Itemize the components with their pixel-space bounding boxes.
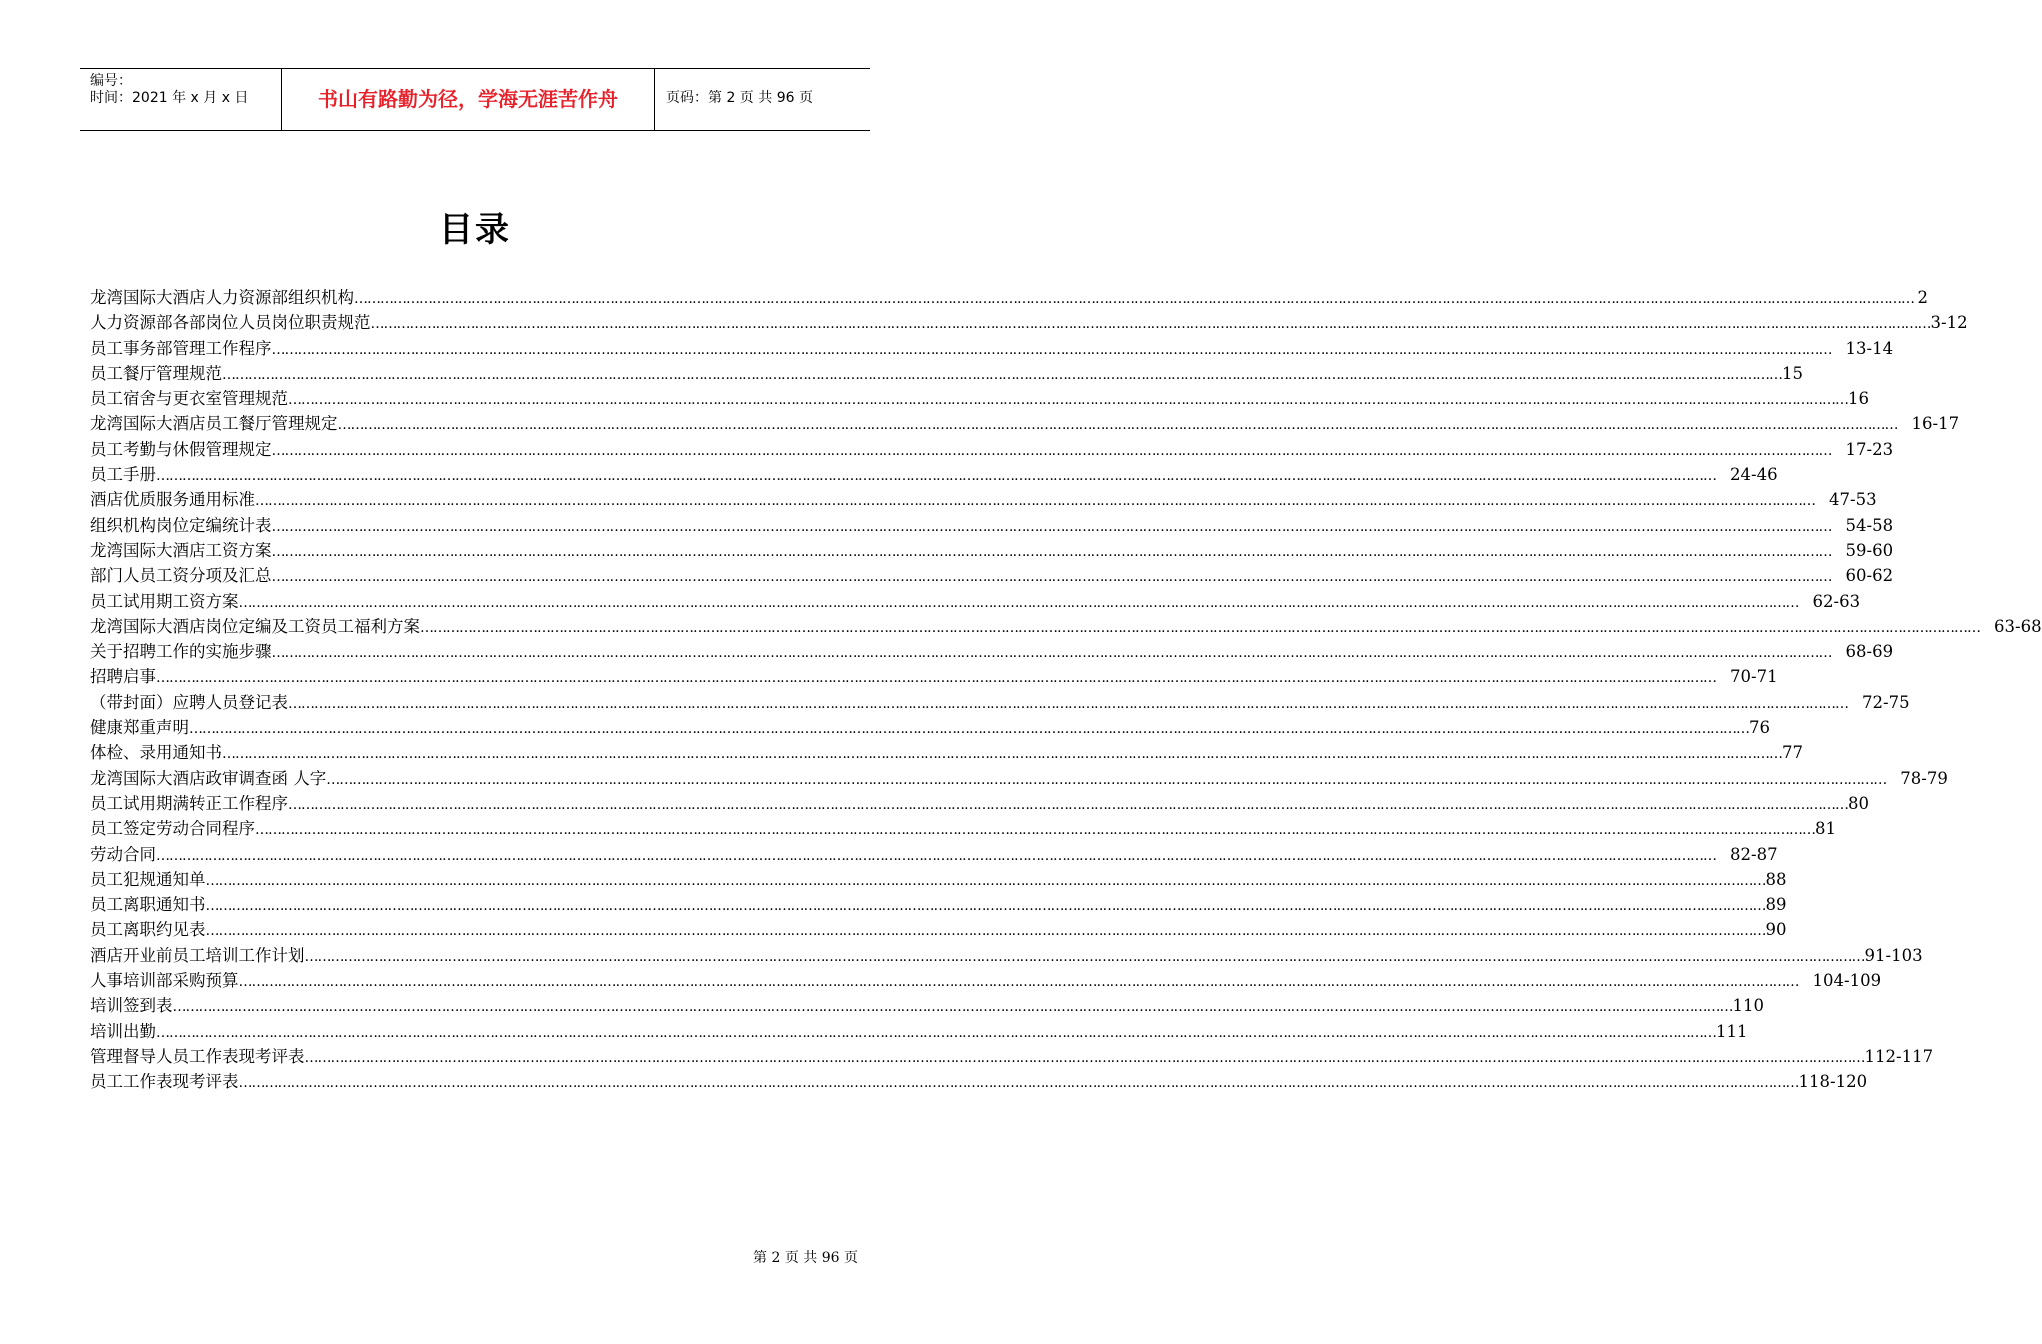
toc-entry-page: 110: [1732, 996, 1764, 1016]
toc-entry[interactable]: [90, 589, 1861, 614]
toc-entry-page: 90: [1765, 920, 1787, 940]
toc-entry[interactable]: [90, 690, 1910, 715]
header-page-number: 页码：第 2 页 共 96 页: [666, 90, 813, 106]
toc-leader-dots: ………………………………………………………………………………………………………………………………………………………………………………………………………………………………………………………………………………………………………………………………: [370, 316, 1931, 333]
toc-entry-title: 培训签到表: [90, 996, 173, 1016]
toc-entry[interactable]: [90, 968, 1882, 993]
toc-leader-dots: ………………………………………………………………………………………………………………………………………………………………………………………………………………………………………………………………………………………………………………………………: [288, 392, 1848, 409]
toc-leader-dots: ………………………………………………………………………………………………………………………………………………………………………………………………………………………………………………………………………………………………………………………………: [189, 721, 1749, 738]
toc-entry[interactable]: [90, 462, 1778, 487]
toc-leader-dots: ………………………………………………………………………………………………………………………………………………………………………………………………………………………………………………………………………………………………………………………………: [222, 746, 1782, 763]
toc-leader-dots: ………………………………………………………………………………………………………………………………………………………………………………………………………………………………………………………………………………………………………………………………: [156, 670, 1716, 687]
toc-entry-title: （带封面）应聘人员登记表: [90, 692, 288, 712]
toc-entry[interactable]: [90, 1044, 1934, 1069]
toc-leader-dots: ………………………………………………………………………………………………………………………………………………………………………………………………………………………………………………………………………………………………………………………………: [238, 974, 1799, 991]
toc-entry-page: 78-79: [1900, 768, 1948, 788]
toc-entry-title: 劳动合同: [90, 844, 156, 864]
toc-leader-dots: ………………………………………………………………………………………………………………………………………………………………………………………………………………………………………………………………………………………………………………………………: [205, 898, 1766, 915]
page-header: [80, 68, 870, 131]
toc-leader-dots: ………………………………………………………………………………………………………………………………………………………………………………………………………………………………………………………………………………………………………………………………: [238, 1075, 1799, 1092]
toc-entry-page: 13-14: [1845, 338, 1894, 358]
toc-entry[interactable]: [90, 614, 2042, 639]
toc-entry-page: 16: [1848, 389, 1869, 409]
toc-entry[interactable]: [90, 487, 1877, 512]
toc-entry[interactable]: [90, 563, 1894, 588]
toc-entry-page: 76: [1749, 718, 1770, 738]
toc-entry-page: 72-75: [1862, 692, 1910, 712]
document-time-label: 时间：2021 年 x 月 x 日: [90, 90, 249, 106]
toc-leader-dots: ………………………………………………………………………………………………………………………………………………………………………………………………………………………………………………………………………………………………………………………………: [172, 999, 1733, 1016]
toc-entry-title: 龙湾国际大酒店岗位定编及工资员工福利方案: [90, 616, 420, 636]
toc-leader-dots: ………………………………………………………………………………………………………………………………………………………………………………………………………………………………………………………………………………………………………………………………: [271, 341, 1832, 358]
toc-entry-title: 酒店开业前员工培训工作计划: [90, 945, 305, 965]
toc-entry[interactable]: [90, 361, 1803, 386]
toc-entry-title: 培训出勤: [90, 1021, 156, 1041]
toc-entry[interactable]: [90, 993, 1764, 1018]
toc-entry-page: 17-23: [1845, 439, 1894, 459]
footer-page-number: 第 2 页 共 96 页: [753, 1250, 858, 1266]
toc-entry[interactable]: [90, 1019, 1748, 1044]
toc-entry[interactable]: [90, 917, 1787, 942]
toc-entry[interactable]: [90, 766, 1948, 791]
toc-entry-page: 60-62: [1845, 566, 1894, 586]
toc-entry-title: 员工犯规通知单: [90, 869, 206, 889]
document-number-label: 编号：: [90, 73, 132, 89]
toc-entry-title: 招聘启事: [90, 667, 156, 687]
table-of-contents: [90, 285, 2042, 1095]
toc-leader-dots: ………………………………………………………………………………………………………………………………………………………………………………………………………………………………………………………………………………………………………………………………: [205, 872, 1766, 889]
toc-entry-page: 47-53: [1829, 490, 1877, 510]
toc-entry[interactable]: [90, 437, 1894, 462]
toc-entry-title: 员工事务部管理工作程序: [90, 338, 272, 358]
toc-leader-dots: ………………………………………………………………………………………………………………………………………………………………………………………………………………………………………………………………………………………………………………………………: [156, 1024, 1716, 1041]
toc-entry-page: 59-60: [1845, 540, 1894, 560]
toc-entry-title: 关于招聘工作的实施步骤: [90, 642, 272, 662]
toc-leader-dots: ………………………………………………………………………………………………………………………………………………………………………………………………………………………………………………………………………………………………………………………………: [271, 569, 1832, 586]
toc-entry[interactable]: [90, 842, 1778, 867]
toc-entry-page: 70-71: [1730, 667, 1778, 687]
toc-entry-page: 68-69: [1845, 642, 1894, 662]
toc-leader-dots: ………………………………………………………………………………………………………………………………………………………………………………………………………………………………………………………………………………………………………………………………: [288, 695, 1848, 712]
toc-entry-page: 2: [1917, 288, 1928, 307]
toc-leader-dots: ………………………………………………………………………………………………………………………………………………………………………………………………………………………………………………………………………………………………………………………………: [271, 645, 1832, 662]
toc-leader-dots: ………………………………………………………………………………………………………………………………………………………………………………………………………………………………………………………………………………………………………………………………: [304, 948, 1865, 965]
toc-entry-title: 龙湾国际大酒店政审调查函 人字: [90, 768, 327, 788]
toc-entry-page: 63-68: [1994, 616, 2042, 636]
toc-leader-dots: ………………………………………………………………………………………………………………………………………………………………………………………………………………………………………………………………………………………………………………………………: [337, 417, 1898, 434]
toc-entry-title: 员工工作表现考评表: [90, 1072, 239, 1092]
toc-leader-dots: ………………………………………………………………………………………………………………………………………………………………………………………………………………………………………………………………………………………………………………………………: [156, 847, 1716, 864]
header-meta-cell: [80, 69, 282, 130]
toc-entry-title: 组织机构岗位定编统计表: [90, 515, 272, 535]
toc-leader-dots: ………………………………………………………………………………………………………………………………………………………………………………………………………………………………………………………………………………………………………………………………: [271, 543, 1832, 560]
toc-leader-dots: ………………………………………………………………………………………………………………………………………………………………………………………………………………………………………………………………………………………………………………………………: [326, 771, 1887, 788]
toc-entry-page: 112-117: [1864, 1046, 1934, 1066]
toc-leader-dots: ………………………………………………………………………………………………………………………………………………………………………………………………………………………………………………………………………………………………………………………………: [255, 493, 1815, 510]
toc-entry[interactable]: [90, 411, 1960, 436]
toc-entry-page: 54-58: [1845, 515, 1894, 535]
toc-entry-page: 15: [1782, 363, 1803, 383]
toc-entry[interactable]: [90, 336, 1894, 361]
toc-entry-title: 员工试用期工资方案: [90, 591, 239, 611]
toc-entry[interactable]: [90, 639, 1894, 664]
toc-leader-dots: ………………………………………………………………………………………………………………………………………………………………………………………………………………………………………………………………………………………………………………………………: [238, 594, 1799, 611]
toc-entry-page: 91-103: [1864, 945, 1923, 965]
toc-entry[interactable]: [90, 867, 1787, 892]
toc-leader-dots: ………………………………………………………………………………………………………………………………………………………………………………………………………………………………………………………………………………………………………………………………: [271, 518, 1832, 535]
toc-entry-page: 89: [1765, 895, 1787, 915]
toc-entry-title: 员工考勤与休假管理规定: [90, 439, 272, 459]
toc-entry-page: 62-63: [1812, 591, 1861, 611]
toc-entry[interactable]: [90, 943, 1923, 968]
toc-entry-page: 82-87: [1730, 844, 1778, 864]
toc-entry-title: 员工手册: [90, 465, 156, 485]
toc-entry[interactable]: [90, 386, 1869, 411]
toc-entry-title: 员工试用期满转正工作程序: [90, 793, 288, 813]
toc-entry-title: 龙湾国际大酒店工资方案: [90, 540, 272, 560]
toc-entry-page: 16-17: [1911, 414, 1960, 434]
toc-entry-title: 部门人员工资分项及汇总: [90, 566, 272, 586]
toc-entry[interactable]: [90, 664, 1778, 689]
header-motto-cell: [282, 69, 655, 130]
toc-leader-dots: ………………………………………………………………………………………………………………………………………………………………………………………………………………………………………………………………………………………………………………………………: [420, 619, 1980, 636]
toc-entry[interactable]: [90, 285, 1928, 310]
toc-entry[interactable]: [90, 538, 1894, 563]
toc-entry-title: 管理督导人员工作表现考评表: [90, 1046, 305, 1066]
toc-entry-page: 80: [1848, 793, 1869, 813]
toc-entry-page: 77: [1782, 743, 1803, 763]
toc-entry-title: 健康郑重声明: [90, 718, 189, 738]
toc-leader-dots: ………………………………………………………………………………………………………………………………………………………………………………………………………………………………………………………………………………………………………………………………: [222, 366, 1782, 383]
toc-entry[interactable]: [90, 892, 1787, 917]
toc-entry-title: 员工餐厅管理规范: [90, 363, 222, 383]
toc-leader-dots: ………………………………………………………………………………………………………………………………………………………………………………………………………………………………………………………………………………………………………………………………: [271, 442, 1832, 459]
toc-entry-page: 81: [1815, 819, 1836, 839]
toc-entry-title: 员工宿舍与更衣室管理规范: [90, 389, 288, 409]
page-title: 目录: [439, 210, 511, 250]
toc-entry-title: 员工签定劳动合同程序: [90, 819, 255, 839]
toc-leader-dots: ………………………………………………………………………………………………………………………………………………………………………………………………………………………………………………………………………………………………………………………………: [205, 923, 1766, 940]
toc-leader-dots: ………………………………………………………………………………………………………………………………………………………………………………………………………………………………………………………………………………………………………………………………: [156, 468, 1716, 485]
toc-entry-title: 员工离职约见表: [90, 920, 206, 940]
toc-entry-page: 88: [1765, 869, 1787, 889]
toc-entry[interactable]: [90, 740, 1803, 765]
toc-entry[interactable]: [90, 715, 1770, 740]
toc-entry-title: 体检、录用通知书: [90, 743, 222, 763]
toc-leader-dots: ………………………………………………………………………………………………………………………………………………………………………………………………………………………………………………………………………………………………………………………………: [288, 796, 1848, 813]
toc-entry[interactable]: [90, 791, 1869, 816]
toc-leader-dots: ………………………………………………………………………………………………………………………………………………………………………………………………………………………………………………………………………………………………………………………………: [255, 822, 1815, 839]
toc-entry-title: 龙湾国际大酒店员工餐厅管理规定: [90, 414, 338, 434]
toc-entry-page: 24-46: [1730, 465, 1778, 485]
toc-entry-title: 龙湾国际大酒店人力资源部组织机构: [90, 288, 354, 307]
toc-entry-page: 118-120: [1798, 1072, 1868, 1092]
toc-entry[interactable]: [90, 513, 1894, 538]
toc-entry-title: 人力资源部各部岗位人员岗位职责规范: [90, 313, 371, 333]
toc-entry-page: 104-109: [1812, 971, 1882, 991]
toc-entry-page: 111: [1716, 1021, 1748, 1041]
header-page-cell: [656, 69, 870, 130]
toc-leader-dots: ………………………………………………………………………………………………………………………………………………………………………………………………………………………………………………………………………………………………………………………………: [304, 1049, 1865, 1066]
toc-entry-title: 员工离职通知书: [90, 895, 206, 915]
toc-leader-dots: ………………………………………………………………………………………………………………………………………………………………………………………………………………………………………………………………………………………………………………………………: [354, 291, 1914, 307]
toc-entry[interactable]: [90, 816, 1836, 841]
toc-entry-title: 酒店优质服务通用标准: [90, 490, 255, 510]
toc-entry-title: 人事培训部采购预算: [90, 971, 239, 991]
toc-entry-page: 3-12: [1930, 313, 1968, 333]
toc-entry[interactable]: [90, 310, 1968, 335]
header-motto: 书山有路勤为径，学海无涯苦作舟: [318, 87, 618, 111]
toc-entry[interactable]: [90, 1069, 1868, 1094]
